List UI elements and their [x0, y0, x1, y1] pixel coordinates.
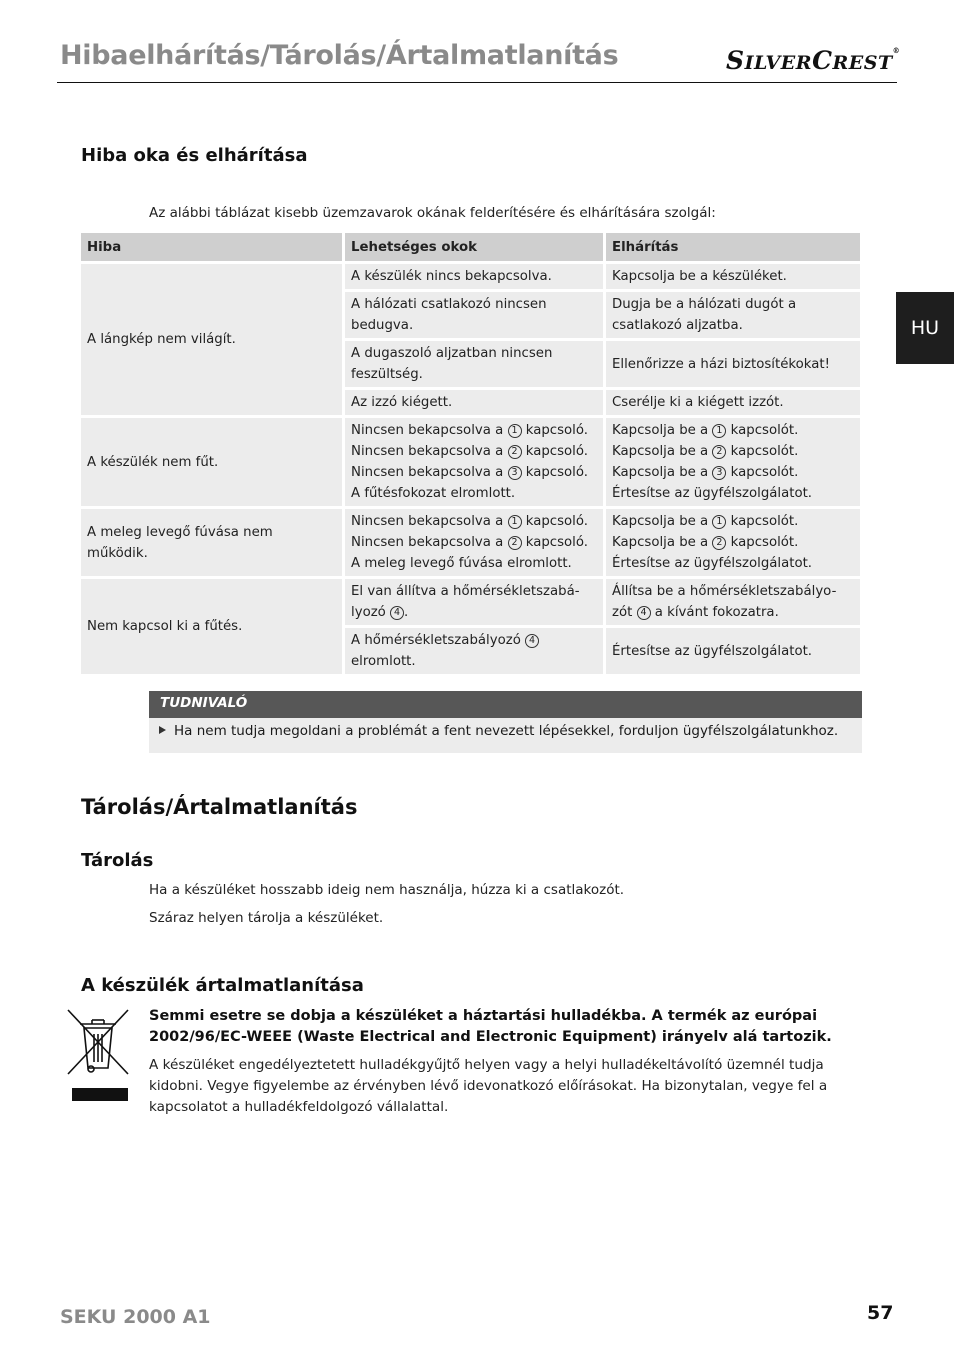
circled-number-icon: 1	[712, 515, 726, 529]
table-row	[81, 509, 860, 579]
storage-paragraph: Ha a készüléket hosszabb ideig nem használja, húzza ki a csatlakozót.	[149, 882, 625, 898]
circled-number-icon: 2	[508, 536, 522, 550]
cell-line: El van állítva a hőmérsékletszabá-lyozó 4 .	[351, 584, 580, 620]
circled-number-icon: 4	[390, 606, 404, 620]
header-divider	[57, 82, 897, 83]
cause-cell	[345, 341, 606, 390]
disposal-warning: Semmi esetre se dobja a készüléket a háztartási hulladékba. A termék az európai 2002/96/EC-WEEE (Waste Electrical and Electronic Equipment) irányelv alá tartozik.	[149, 1008, 832, 1045]
note-label: TUDNIVALÓ	[149, 691, 862, 718]
fix-cell	[606, 341, 860, 390]
column-header: Hiba	[81, 233, 345, 264]
cause-cell	[345, 292, 606, 341]
cause-cell	[345, 390, 606, 418]
circled-number-icon: 3	[508, 466, 522, 480]
cause-cell	[345, 628, 606, 677]
table-row	[81, 418, 860, 509]
storage-paragraph: Száraz helyen tárolja a készüléket.	[149, 910, 384, 926]
storage-disposal-heading: Tárolás/Ártalmatlanítás	[81, 795, 358, 819]
cause-cell	[345, 418, 606, 509]
cell-line: A készülék nincs bekapcsolva.	[351, 269, 552, 284]
column-header: Elhárítás	[606, 233, 860, 264]
cell-line: A dugaszoló aljzatban nincsen feszültség.	[351, 346, 553, 382]
cell-line: Nincsen bekapcsolva a 3 kapcsoló.	[351, 465, 588, 480]
cell-line: Kapcsolja be a 2 kapcsolót.	[612, 444, 799, 459]
model-name: SEKU 2000 A1	[60, 1306, 211, 1328]
circled-number-icon: 2	[712, 445, 726, 459]
cell-line: Cserélje ki a kiégett izzót.	[612, 395, 784, 410]
cell-line: Nincsen bekapcsolva a 2 kapcsoló.	[351, 535, 588, 550]
disposal-paragraph: A készüléket engedélyeztetett hulladékgyűjtő helyen vagy a helyi hulladékeltávolító üzemnél tudja kidobni. Vegye figyelembe az érvényben lévő idevonatkozó előírásokat. Ha bizonytalan, vegye fel a kapcsolatot a hulladékfeldolgozó vállalattal.	[149, 1057, 828, 1115]
cell-line: Kapcsolja be a 2 kapcsolót.	[612, 535, 799, 550]
arrow-bullet-icon	[159, 726, 166, 734]
circled-number-icon: 2	[508, 445, 522, 459]
circled-number-icon: 3	[712, 466, 726, 480]
circled-number-icon: 4	[637, 606, 651, 620]
fault-cell: A lángkép nem világít.	[81, 264, 345, 418]
cell-line: Kapcsolja be a 1 kapcsolót.	[612, 514, 799, 529]
cell-line: A hőmérsékletszabályozó 4 elromlott.	[351, 630, 597, 672]
cell-line: Ellenőrizze a házi biztosítékokat!	[612, 356, 830, 372]
fix-cell	[606, 418, 860, 509]
cause-cell	[345, 509, 606, 579]
cell-line: A hálózati csatlakozó nincsen bedugva.	[351, 297, 547, 333]
table-row	[81, 579, 860, 628]
circled-number-icon: 1	[508, 424, 522, 438]
circled-number-icon: 4	[525, 634, 539, 648]
table-row	[81, 264, 860, 292]
fix-cell	[606, 579, 860, 628]
brand-logo: SILVERCREST®	[726, 46, 901, 75]
cell-line: Nincsen bekapcsolva a 1 kapcsoló.	[351, 423, 588, 438]
fix-cell	[606, 292, 860, 341]
cell-line: Dugja be a hálózati dugót a csatlakozó aljzatba.	[612, 297, 797, 333]
fix-cell	[606, 264, 860, 292]
disposal-heading: A készülék ártalmatlanítása	[81, 975, 364, 996]
cell-line: Nincsen bekapcsolva a 1 kapcsoló.	[351, 514, 588, 529]
cell-line: Kapcsolja be a 3 kapcsolót.	[612, 465, 799, 480]
cell-line: Állítsa be a hőmérsékletszabályo-zót 4 a kívánt fokozatra.	[612, 584, 837, 620]
language-tab: HU	[896, 292, 954, 364]
fault-cell: A készülék nem fűt.	[81, 418, 345, 509]
fault-table-body	[81, 264, 860, 677]
cell-line: Értesítse az ügyfélszolgálatot.	[612, 486, 813, 501]
storage-heading: Tárolás	[81, 850, 154, 871]
cause-cell	[345, 264, 606, 292]
note-body	[149, 718, 862, 753]
cell-line: A meleg levegő fúvása elromlott.	[351, 556, 572, 571]
note-text: Ha nem tudja megoldani a problémát a fent nevezett lépésekkel, forduljon ügyfélszolgálatunkhoz.	[174, 723, 839, 739]
fault-cell: Nem kapcsol ki a fűtés.	[81, 579, 345, 677]
column-header: Lehetséges okok	[345, 233, 606, 264]
fix-cell	[606, 628, 860, 677]
cell-line: Kapcsolja be a 1 kapcsolót.	[612, 423, 799, 438]
circled-number-icon: 1	[712, 424, 726, 438]
cell-line: Értesítse az ügyfélszolgálatot.	[612, 643, 813, 659]
cell-line: Nincsen bekapcsolva a 2 kapcsoló.	[351, 444, 588, 459]
fault-table	[81, 233, 860, 677]
circled-number-icon: 1	[508, 515, 522, 529]
page-title: Hibaelhárítás/Tárolás/Ártalmatlanítás	[60, 40, 619, 71]
fault-cell: A meleg levegő fúvása nem működik.	[81, 509, 345, 579]
cell-line: Kapcsolja be a készüléket.	[612, 269, 787, 284]
cell-line: Az izzó kiégett.	[351, 395, 453, 410]
fault-section-heading: Hiba oka és elhárítása	[81, 145, 308, 166]
page-number: 57	[867, 1302, 894, 1324]
cell-line: A fűtésfokozat elromlott.	[351, 486, 516, 501]
fix-cell	[606, 390, 860, 418]
cause-cell	[345, 579, 606, 628]
circled-number-icon: 2	[712, 536, 726, 550]
fix-cell	[606, 509, 860, 579]
cell-line: Értesítse az ügyfélszolgálatot.	[612, 556, 813, 571]
fault-intro: Az alábbi táblázat kisebb üzemzavarok okának felderítésére és elhárítására szolgál:	[149, 205, 716, 221]
table-header-row	[81, 233, 860, 264]
crossed-out-wheelie-bin-icon	[66, 1008, 130, 1102]
